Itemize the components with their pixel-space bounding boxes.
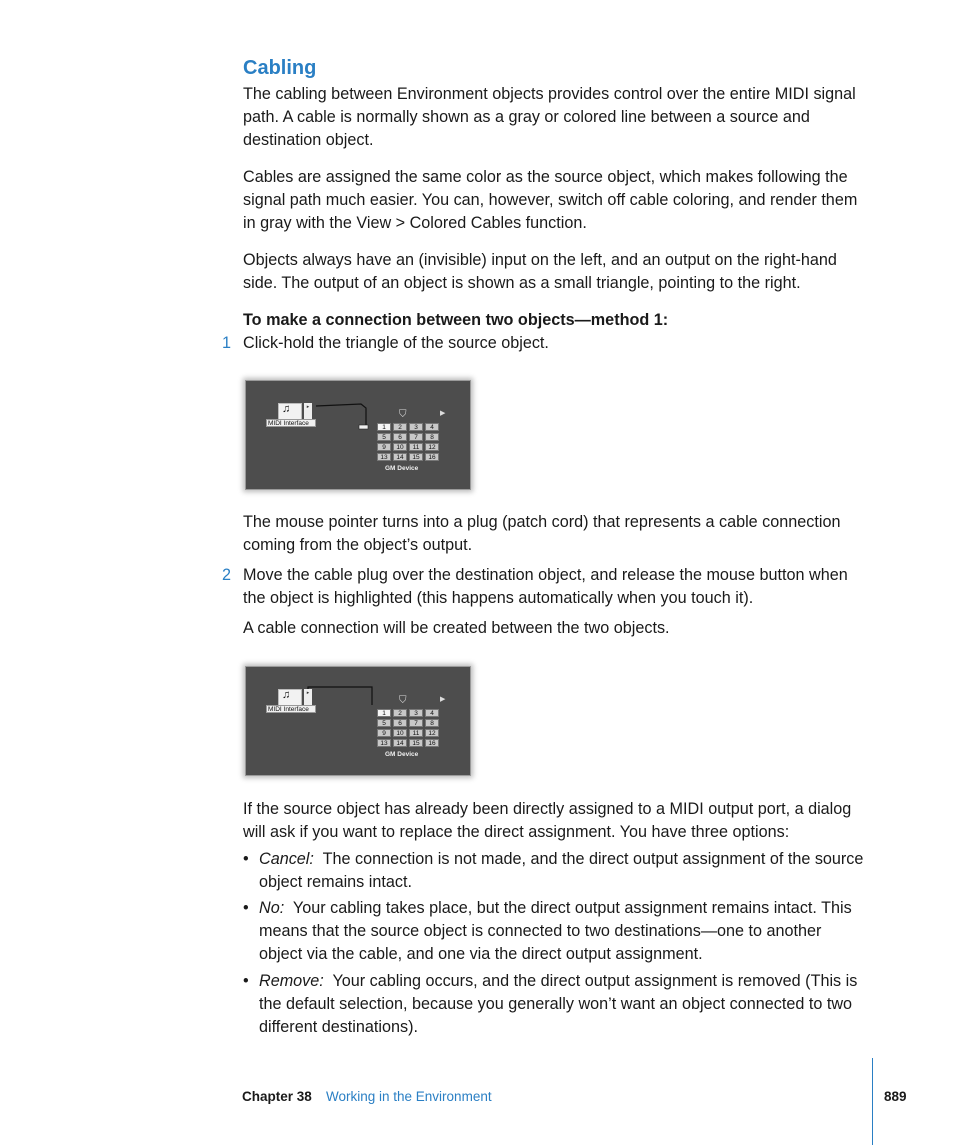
figure-cable-connected bbox=[245, 666, 471, 776]
channel-cell[interactable]: 6 bbox=[393, 719, 407, 727]
option-description: The connection is not made, and the direct output assignment of the source object remains intact. bbox=[259, 850, 868, 891]
step-text-1: Click-hold the triangle of the source object. bbox=[243, 334, 549, 352]
bullet-icon: • bbox=[243, 850, 249, 868]
midi-interface-object[interactable] bbox=[266, 401, 316, 431]
option-term: Remove: bbox=[259, 972, 324, 990]
figure-cable-dragging bbox=[245, 380, 471, 490]
channel-cell[interactable]: 15 bbox=[409, 739, 423, 747]
channel-cell[interactable]: 16 bbox=[425, 739, 439, 747]
step-text-2: Move the cable plug over the destination object, and release the mouse button when the object is highlighted (this happens automatically when you touch it). bbox=[243, 566, 848, 607]
channel-cell[interactable]: 10 bbox=[393, 443, 407, 451]
paragraph-cabling-intro: The cabling between Environment objects provides control over the entire MIDI signal path. A cable is normally shown as a gray or colored line between a source and destination object. bbox=[243, 85, 856, 149]
option-term: No: bbox=[259, 899, 285, 917]
plug-icon: ⛉ bbox=[399, 409, 407, 420]
channel-cell[interactable]: 15 bbox=[409, 453, 423, 461]
channel-grid bbox=[377, 423, 439, 461]
paragraph-inputs-outputs: Objects always have an (invisible) input on the left, and an output on the right-hand side. The output of an object is shown as a small triangle, pointing to the right. bbox=[243, 251, 837, 292]
option-description: Your cabling takes place, but the direct output assignment remains intact. This means that the source object is connected to two destinations—one to another object via the cable, and one via the direct output assignment. bbox=[259, 899, 857, 963]
channel-cell[interactable]: 2 bbox=[393, 423, 407, 431]
midi-interface-object[interactable] bbox=[266, 687, 316, 717]
task-heading: To make a connection between two objects—method 1: bbox=[243, 311, 669, 329]
midi-note-icon: ♫ bbox=[282, 689, 291, 701]
channel-cell[interactable]: 13 bbox=[377, 453, 391, 461]
paragraph-connection-created: A cable connection will be created between the two objects. bbox=[243, 619, 670, 637]
section-heading: Cabling bbox=[243, 57, 317, 79]
channel-cell[interactable]: 6 bbox=[393, 433, 407, 441]
channel-cell[interactable]: 1 bbox=[377, 423, 391, 431]
channel-cell[interactable]: 12 bbox=[425, 443, 439, 451]
channel-cell[interactable]: 4 bbox=[425, 709, 439, 717]
channel-grid bbox=[377, 709, 439, 747]
footer-divider bbox=[872, 1058, 873, 1145]
channel-cell[interactable]: 14 bbox=[393, 739, 407, 747]
midi-interface-label: MIDI Interface bbox=[266, 705, 316, 713]
paragraph-plug-pointer: The mouse pointer turns into a plug (patch cord) that represents a cable connection coming from the object’s output. bbox=[243, 513, 841, 554]
channel-cell[interactable]: 5 bbox=[377, 719, 391, 727]
midi-interface-label: MIDI Interface bbox=[266, 419, 316, 427]
paragraph-direct-assignment: If the source object has already been directly assigned to a MIDI output port, a dialog will ask if you want to replace the direct assignment. You have three options: bbox=[243, 800, 852, 841]
channel-cell[interactable]: 16 bbox=[425, 453, 439, 461]
gm-device-object[interactable] bbox=[377, 409, 439, 475]
channel-cell[interactable]: 3 bbox=[409, 709, 423, 717]
footer-chapter-title-link[interactable]: Working in the Environment bbox=[326, 1089, 492, 1104]
channel-cell[interactable]: 1 bbox=[377, 709, 391, 717]
midi-note-icon: ♫ bbox=[282, 403, 291, 415]
channel-cell[interactable]: 8 bbox=[425, 433, 439, 441]
page-number: 889 bbox=[884, 1089, 907, 1104]
channel-cell[interactable]: 11 bbox=[409, 729, 423, 737]
channel-cell[interactable]: 8 bbox=[425, 719, 439, 727]
bullet-icon: • bbox=[243, 972, 249, 990]
channel-cell[interactable]: 9 bbox=[377, 729, 391, 737]
output-triangle-icon[interactable]: ▶ bbox=[440, 696, 446, 703]
midi-output-ports[interactable]: ▸ bbox=[304, 403, 312, 419]
channel-cell[interactable]: 5 bbox=[377, 433, 391, 441]
channel-cell[interactable]: 4 bbox=[425, 423, 439, 431]
channel-cell[interactable]: 12 bbox=[425, 729, 439, 737]
channel-cell[interactable]: 2 bbox=[393, 709, 407, 717]
output-triangle-icon[interactable]: ▶ bbox=[440, 410, 446, 417]
gm-device-label: GM Device bbox=[385, 751, 419, 758]
channel-cell[interactable]: 14 bbox=[393, 453, 407, 461]
step-number-2: 2 bbox=[222, 566, 232, 584]
step-number-1: 1 bbox=[222, 334, 232, 352]
channel-cell[interactable]: 7 bbox=[409, 719, 423, 727]
bullet-icon: • bbox=[243, 899, 249, 917]
option-description: Your cabling occurs, and the direct output assignment is removed (This is the default selection, because you generally won’t want an object connected to two different destinations). bbox=[259, 972, 862, 1036]
channel-cell[interactable]: 7 bbox=[409, 433, 423, 441]
option-term: Cancel: bbox=[259, 850, 314, 868]
plug-cursor-icon bbox=[359, 425, 368, 429]
plug-icon: ⛉ bbox=[399, 695, 407, 706]
channel-cell[interactable]: 10 bbox=[393, 729, 407, 737]
channel-cell[interactable]: 3 bbox=[409, 423, 423, 431]
channel-cell[interactable]: 11 bbox=[409, 443, 423, 451]
paragraph-cable-colors: Cables are assigned the same color as the source object, which makes following the signal path much easier. You can, however, switch off cable coloring, and render them in gray with the View > Colored Cables function. bbox=[243, 168, 858, 232]
gm-device-label: GM Device bbox=[385, 465, 419, 472]
channel-cell[interactable]: 13 bbox=[377, 739, 391, 747]
channel-cell[interactable]: 9 bbox=[377, 443, 391, 451]
gm-device-object[interactable] bbox=[377, 695, 439, 761]
midi-output-ports[interactable]: ▸ bbox=[304, 689, 312, 705]
footer-chapter: Chapter 38 bbox=[242, 1089, 312, 1104]
